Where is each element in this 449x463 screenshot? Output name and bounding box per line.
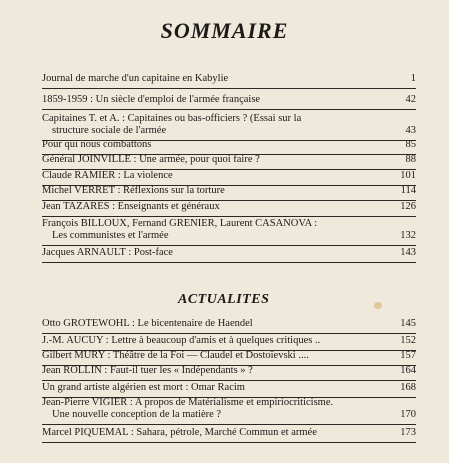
toc-entry [42, 73, 416, 85]
toc-page-number: 157 [400, 350, 416, 361]
toc-entry [42, 247, 416, 259]
toc-entry-text: Un grand artiste algérien est mort : Omar Racim [42, 382, 245, 393]
toc-page-number: 132 [400, 230, 416, 241]
toc-entry-line [42, 201, 416, 213]
toc-entry-text: Les communistes et l'armée [52, 230, 169, 241]
toc-entry-text: Jean-Pierre VIGIER : A propos de Matérialisme et empiriocriticisme. [42, 397, 334, 408]
toc-entry-text: Michel VERRET : Réflexions sur la torture [42, 185, 225, 196]
toc-entry [42, 113, 416, 137]
entry-divider [42, 333, 416, 334]
toc-entry-line [42, 365, 416, 377]
toc-entry [42, 365, 416, 377]
toc-page-number: 173 [400, 427, 416, 438]
toc-page-number: 168 [400, 382, 416, 393]
toc-page-number: 143 [400, 247, 416, 258]
entry-divider [42, 88, 416, 89]
entry-divider [42, 109, 416, 110]
toc-entry [42, 218, 416, 242]
toc-entry-line [42, 335, 416, 347]
toc-entry-line [42, 230, 416, 242]
toc-entry-text: Jacques ARNAULT : Post-face [42, 247, 173, 258]
toc-page-number: 126 [400, 201, 416, 212]
toc-entry-line [42, 427, 416, 439]
toc-entry-line [42, 94, 416, 106]
toc-entry [42, 382, 416, 394]
entry-divider [42, 442, 416, 443]
toc-entry [42, 185, 416, 197]
entry-divider [42, 380, 416, 381]
toc-entry [42, 318, 416, 330]
entry-divider [42, 262, 416, 263]
page-title: SOMMAIRE [160, 18, 289, 43]
toc-entry-line [42, 382, 416, 394]
toc-page-number: 85 [405, 139, 416, 150]
actualites-heading: ACTUALITES [178, 292, 270, 307]
toc-page-number: 88 [405, 154, 416, 165]
toc-entry-line [42, 125, 416, 137]
toc-entry [42, 170, 416, 182]
toc-page-number: 43 [405, 125, 416, 136]
toc-entry-line [42, 170, 416, 182]
entry-divider [42, 424, 416, 425]
toc-page-number: 152 [400, 335, 416, 346]
toc-entry-line [42, 409, 416, 421]
toc-entry-text: 1859-1959 : Un siècle d'emploi de l'armée française [42, 94, 261, 105]
toc-page-number: 114 [400, 185, 416, 196]
paper-stain [374, 302, 382, 309]
toc-entry-text: Jean TAZARES : Enseignants et généraux [42, 201, 220, 212]
toc-entry [42, 335, 416, 347]
toc-entry-text: Otto GROTEWOHL : Le bicentenaire de Haendel [42, 318, 253, 329]
toc-entry-text: Marcel PIQUEMAL : Sahara, pétrole, Marché Commun et armée [42, 427, 317, 438]
toc-entry-text: Gilbert MURY : Théâtre de la Foi — Claudel et Dostoïevski .... [42, 350, 309, 361]
toc-entry [42, 94, 416, 106]
toc-entry-line [42, 350, 416, 362]
toc-entry-line [42, 154, 416, 166]
toc-entry-text: Journal de marche d'un capitaine en Kabylie [42, 73, 229, 84]
toc-entry-text: Claude RAMIER : La violence [42, 170, 173, 181]
toc-entry-line [42, 397, 416, 409]
toc-entry-line [42, 218, 416, 230]
toc-entry [42, 350, 416, 362]
toc-entry [42, 139, 416, 151]
toc-entry-text: Capitaines T. et A. : Capitaines ou bas-officiers ? (Essai sur la [42, 113, 302, 124]
toc-entry [42, 397, 416, 421]
toc-page-number: 145 [400, 318, 416, 329]
entry-divider [42, 245, 416, 246]
toc-entry-text: Pour qui nous combattons [42, 139, 152, 150]
toc-entry-line [42, 247, 416, 259]
toc-entry [42, 427, 416, 439]
toc-page-number: 170 [400, 409, 416, 420]
toc-page-number: 42 [405, 94, 416, 105]
toc-page-number: 101 [400, 170, 416, 181]
toc-entry [42, 201, 416, 213]
toc-entry-line [42, 139, 416, 151]
toc-entry-text: Général JOINVILLE : Une armée, pour quoi faire ? [42, 154, 260, 165]
toc-entry-text: J.-M. AUCUY : Lettre à beaucoup d'amis et à quelques critiques .. [42, 335, 321, 346]
toc-page-number: 1 [410, 73, 416, 84]
toc-page-number: 164 [400, 365, 416, 376]
toc-entry-line [42, 318, 416, 330]
toc-entry-text: structure sociale de l'armée [52, 125, 167, 136]
toc-entry-line [42, 185, 416, 197]
toc-entry-line [42, 73, 416, 85]
toc-entry-text: François BILLOUX, Fernand GRENIER, Laurent CASANOVA : [42, 218, 318, 229]
toc-entry-text: Une nouvelle conception de la matière ? [52, 409, 222, 420]
toc-entry [42, 154, 416, 166]
entry-divider [42, 216, 416, 217]
toc-entry-line [42, 113, 416, 125]
toc-entry-text: Jean ROLLIN : Faut-il tuer les « Indépendants » ? [42, 365, 253, 376]
